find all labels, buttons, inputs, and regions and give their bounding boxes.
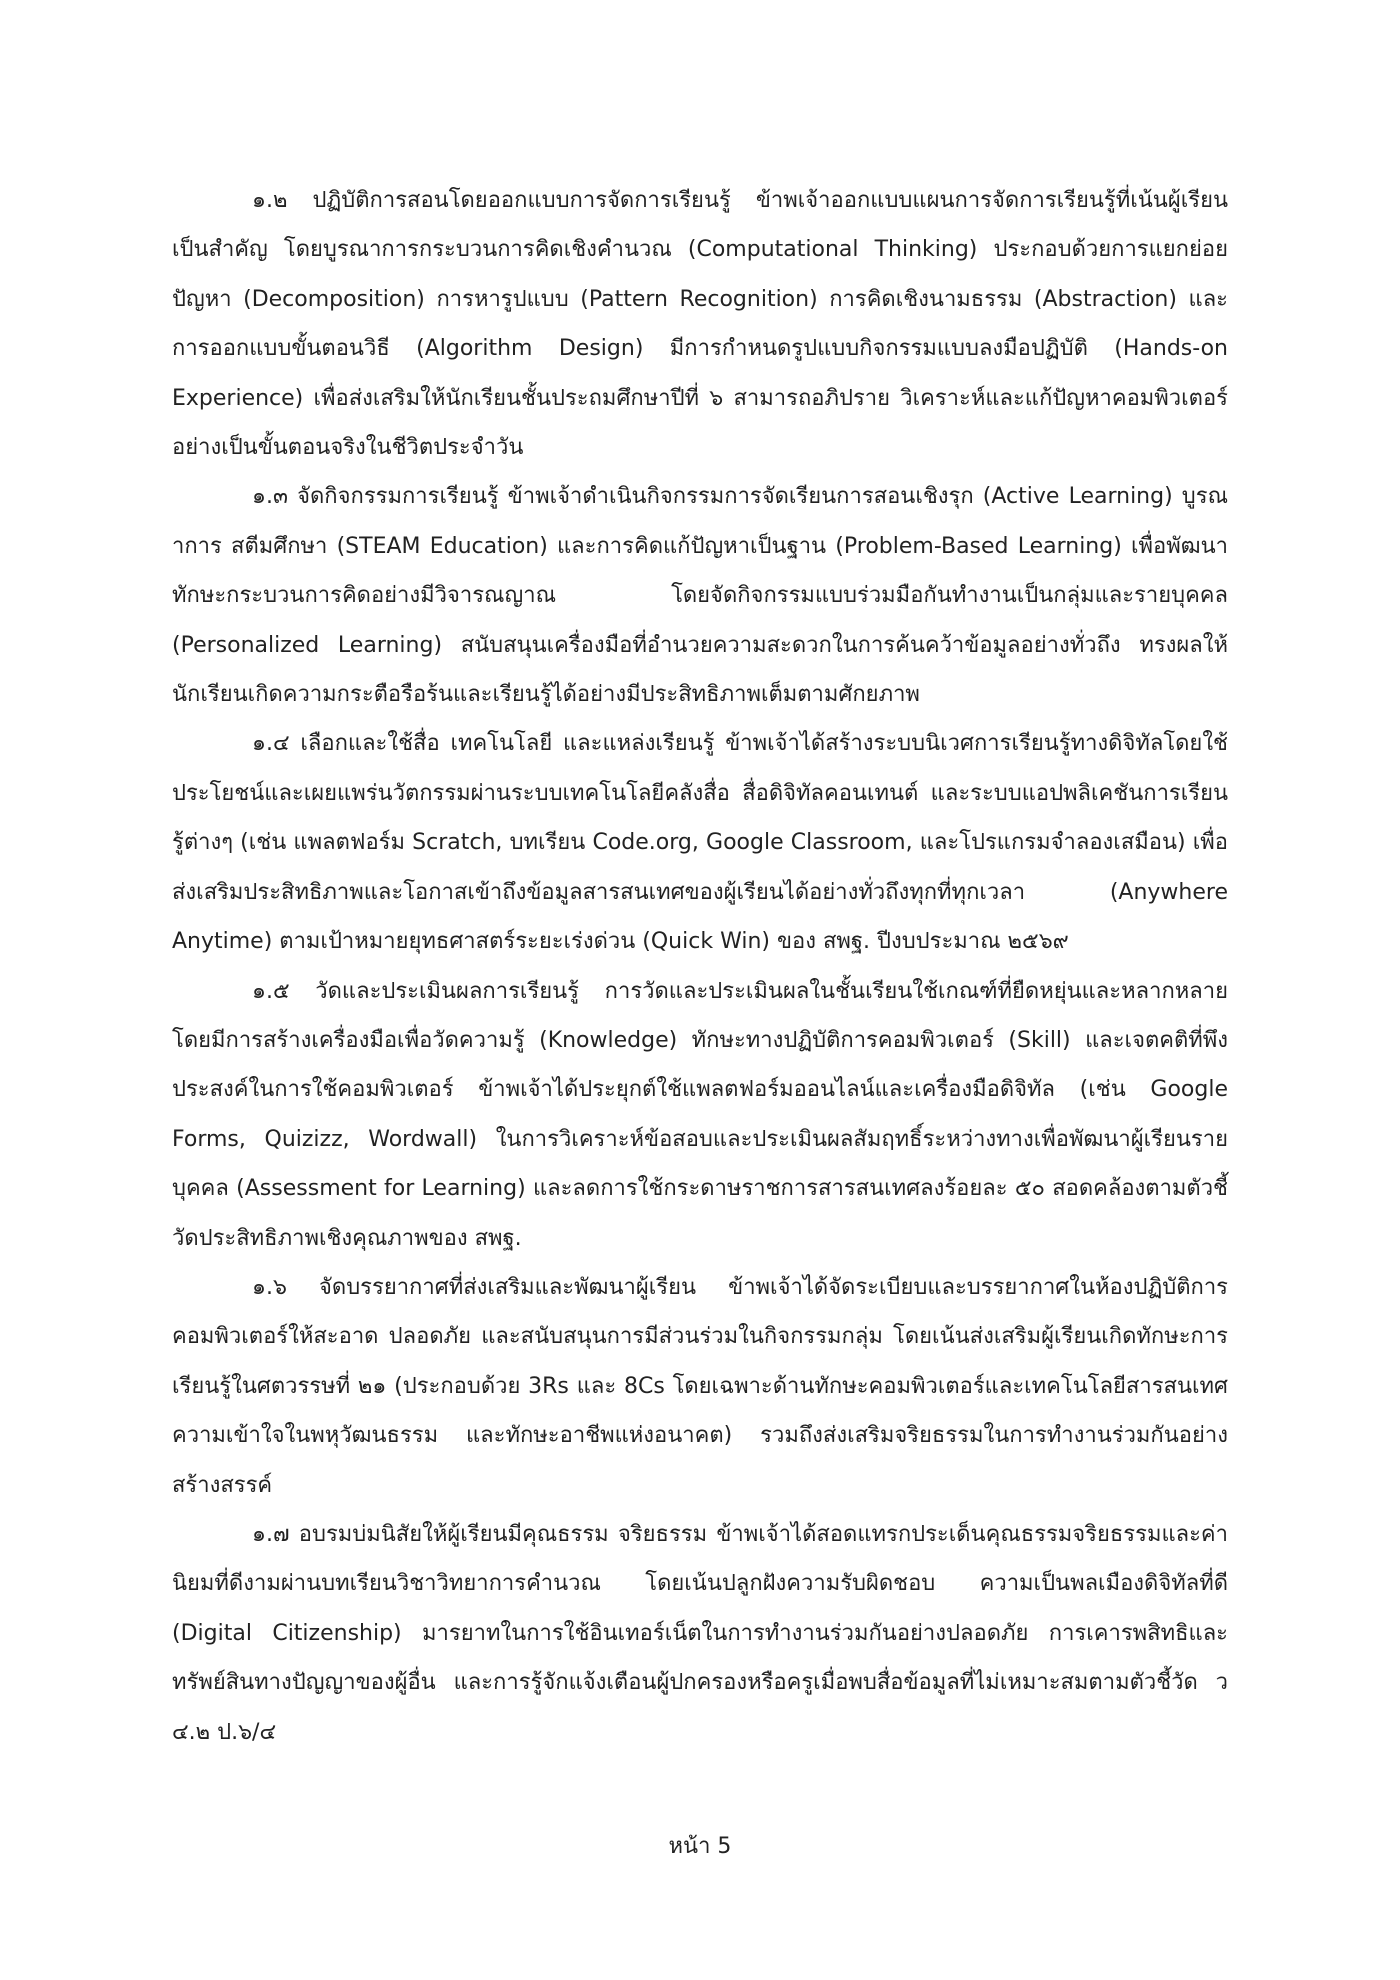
paragraph-1-5: ๑.๕ วัดและประเมินผลการเรียนรู้ การวัดและประเมินผลในชั้นเรียนใช้เกณฑ์ที่ยืดหยุ่นและหลากหลาย โดยมีการสร้างเครื่องมือเพื่อวัดความรู้ (Knowledge) ทักษะทางปฏิบัติการคอมพิวเตอร์ (Skill) และเจตคติที่พึงประสงค์ในการใช้คอมพิวเตอร์ ข้าพเจ้าได้ประยุกต์ใช้แพลตฟอร์มออนไลน์และเครื่องมือดิจิทัล (เช่น Google Forms, Quizizz, Wordwall) ในการวิเคราะห์ข้อสอบและประเมินผลสัมฤทธิ์ระหว่างทางเพื่อพัฒนาผู้เรียนรายบุคคล (Assessment for Learning) และลดการใช้กระดาษราชการสารสนเทศลงร้อยละ ๕๐ สอดคล้องตามตัวชี้วัดประสิทธิภาพเชิงคุณภาพของ สพฐ. xyxy=(172,978,1228,1251)
paragraph-1-4: ๑.๔ เลือกและใช้สื่อ เทคโนโลยี และแหล่งเรียนรู้ ข้าพเจ้าได้สร้างระบบนิเวศการเรียนรู้ทางดิจิทัลโดยใช้ประโยชน์และเผยแพร่นวัตกรรมผ่านระบบเทคโนโลยีคลังสื่อ สื่อดิจิทัลคอนเทนต์ และระบบแอปพลิเคชันการเรียนรู้ต่างๆ (เช่น แพลตฟอร์ม Scratch, บทเรียน Code.org, Google Classroom, และโปรแกรมจำลองเสมือน) เพื่อส่งเสริมประสิทธิภาพและโอกาสเข้าถึงข้อมูลสารสนเทศของผู้เรียนได้อย่างทั่วถึงทุกที่ทุกเวลา (Anywhere Anytime) ตามเป้าหมายยุทธศาสตร์ระยะเร่งด่วน (Quick Win) ของ สพฐ. ปีงบประมาณ ๒๕๖๙ xyxy=(172,731,1228,955)
paragraph-1-3: ๑.๓ จัดกิจกรรมการเรียนรู้ ข้าพเจ้าดำเนินกิจกรรมการจัดเรียนการสอนเชิงรุก (Active Learning) บูรณาการ สตีมศึกษา (STEAM Education) และการคิดแก้ปัญหาเป็นฐาน (Problem-Based Learning) เพื่อพัฒนาทักษะกระบวนการคิดอย่างมีวิจารณญาณ โดยจัดกิจกรรมแบบร่วมมือกันทำงานเป็นกลุ่มและรายบุคคล (Personalized Learning) สนับสนุนเครื่องมือที่อำนวยความสะดวกในการค้นคว้าข้อมูลอย่างทั่วถึง ทรงผลให้นักเรียนเกิดความกระตือรือร้นและเรียนรู้ได้อย่างมีประสิทธิภาพเต็มตามศักยภาพ xyxy=(172,484,1228,708)
paragraph-1-7: ๑.๗ อบรมบ่มนิสัยให้ผู้เรียนมีคุณธรรม จริยธรรม ข้าพเจ้าได้สอดแทรกประเด็นคุณธรรมจริยธรรมและค่านิยมที่ดีงามผ่านบทเรียนวิชาวิทยาการคำนวณ โดยเน้นปลูกฝังความรับผิดชอบ ความเป็นพลเมืองดิจิทัลที่ดี (Digital Citizenship) มารยาทในการใช้อินเทอร์เน็ตในการทำงานร่วมกันอย่างปลอดภัย การเคารพสิทธิและทรัพย์สินทางปัญญาของผู้อื่น และการรู้จักแจ้งเตือนผู้ปกครองหรือครูเมื่อพบสื่อข้อมูลที่ไม่เหมาะสมตามตัวชี้วัด ว ๔.๒ ป.๖/๔ xyxy=(172,1521,1228,1745)
paragraph-1-6: ๑.๖ จัดบรรยากาศที่ส่งเสริมและพัฒนาผู้เรียน ข้าพเจ้าได้จัดระเบียบและบรรยากาศในห้องปฏิบัติการคอมพิวเตอร์ให้สะอาด ปลอดภัย และสนับสนุนการมีส่วนร่วมในกิจกรรมกลุ่ม โดยเน้นส่งเสริมผู้เรียนเกิดทักษะการเรียนรู้ในศตวรรษที่ ๒๑ (ประกอบด้วย 3Rs และ 8Cs โดยเฉพาะด้านทักษะคอมพิวเตอร์และเทคโนโลยีสารสนเทศ ความเข้าใจในพหุวัฒนธรรม และทักษะอาชีพแห่งอนาคต) รวมถึงส่งเสริมจริยธรรมในการทำงานร่วมกันอย่างสร้างสรรค์ xyxy=(172,1274,1228,1498)
document-body xyxy=(172,176,1228,1757)
page-number: หน้า 5 xyxy=(668,1834,732,1859)
paragraph-1-2: ๑.๒ ปฏิบัติการสอนโดยออกแบบการจัดการเรียนรู้ ข้าพเจ้าออกแบบแผนการจัดการเรียนรู้ที่เน้นผู้เรียนเป็นสำคัญ โดยบูรณาการกระบวนการคิดเชิงคำนวณ (Computational Thinking) ประกอบด้วยการแยกย่อยปัญหา (Decomposition) การหารูปแบบ (Pattern Recognition) การคิดเชิงนามธรรม (Abstraction) และการออกแบบขั้นตอนวิธี (Algorithm Design) มีการกำหนดรูปแบบกิจกรรมแบบลงมือปฏิบัติ (Hands-on Experience) เพื่อส่งเสริมให้นักเรียนชั้นประถมศึกษาปีที่ ๖ สามารถอภิปราย วิเคราะห์และแก้ปัญหาคอมพิวเตอร์อย่างเป็นขั้นตอนจริงในชีวิตประจำวัน xyxy=(172,188,1228,461)
